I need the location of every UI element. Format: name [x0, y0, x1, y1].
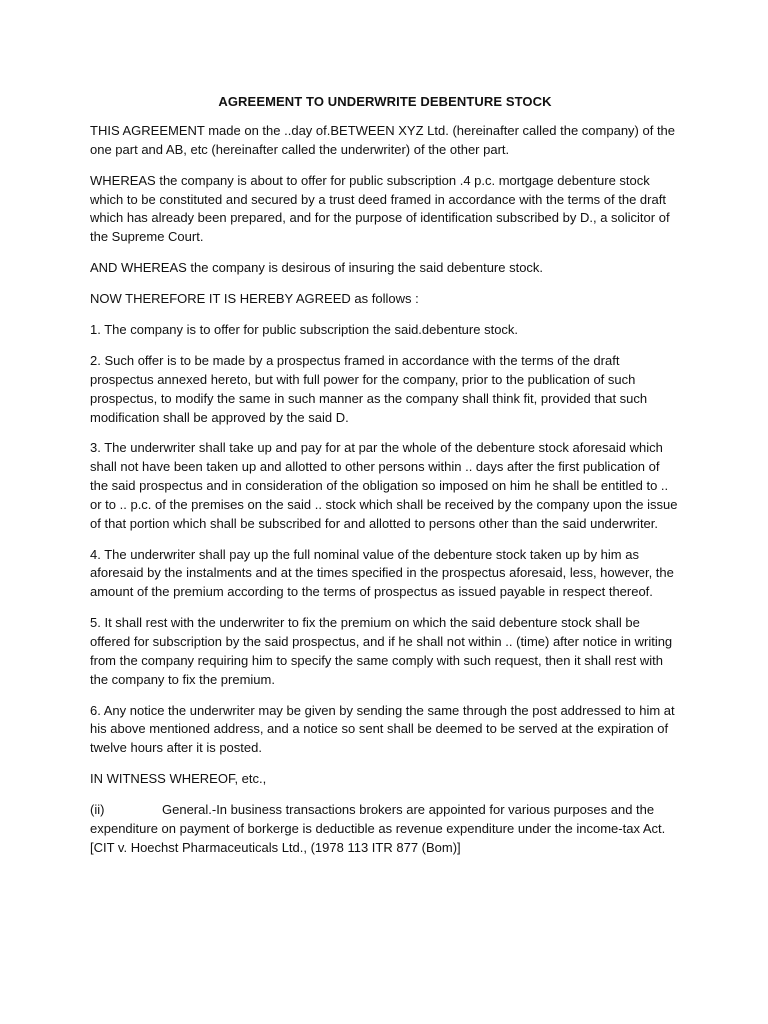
note-tag: (ii)	[90, 802, 105, 818]
clause-1: 1. The company is to offer for public subscription the said.debenture stock.	[90, 322, 519, 338]
note-paragraph	[90, 801, 680, 857]
paragraph-and-whereas: AND WHEREAS the company is desirous of insuring the said debenture stock.	[90, 260, 544, 276]
paragraph-now-therefore: NOW THEREFORE IT IS HEREBY AGREED as follows :	[90, 291, 419, 307]
document-page	[90, 92, 680, 870]
clause-5: 5. It shall rest with the underwriter to fix the premium on which the said debenture stock shall be offered for subscription by the said prospectus, and if he shall not within .. (time) after notice in writing from the company requiring him to specify the same comply with such request, then it shall rest with the company to fix the premium.	[90, 615, 673, 687]
document-title: AGREEMENT TO UNDERWRITE DEBENTURE STOCK	[218, 94, 552, 109]
clause-3: 3. The underwriter shall take up and pay for at par the whole of the debenture stock aforesaid which shall not have been taken up and allotted to other persons within .. days after the first publication of the said prospectus and in consideration of the obligation so imposed on him he shall be entitled to .. or to .. p.c. of the premises on the said .. stock which shall be received by the company upon the issue of that portion which shall be subscribed for and allotted to persons other than the said underwriter.	[90, 440, 678, 531]
paragraph-preamble: THIS AGREEMENT made on the ..day of.BETWEEN XYZ Ltd. (hereinafter called the company) of the one part and AB, etc (hereinafter called the underwriter) of the other part.	[90, 123, 676, 157]
clause-4: 4. The underwriter shall pay up the full nominal value of the debenture stock taken up by him as aforesaid by the instalments and at the times specified in the prospectus aforesaid, less, however, the amount of the premium according to the terms of prospectus as issued payable in respect thereof.	[90, 546, 674, 600]
paragraph-whereas: WHEREAS the company is about to offer for public subscription .4 p.c. mortgage debenture stock which to be constituted and secured by a trust deed framed in accordance with the terms of the draft which has already been prepared, and for the purpose of identification subscribed by D., a solicitor of the Supreme Court.	[90, 172, 670, 245]
clause-6: 6. Any notice the underwriter may be given by sending the same through the post addressed to him at his above mentioned address, and a notice so sent shall be deemed to be served at the expiration of twelve hours after it is posted.	[90, 702, 675, 756]
clause-2: 2. Such offer is to be made by a prospectus framed in accordance with the terms of the draft prospectus annexed hereto, but with full power for the company, prior to the publication of such prospectus, to modify the same in such manner as the company shall think fit, provided that such modification shall be approved by the said D.	[90, 353, 648, 425]
paragraph-in-witness: IN WITNESS WHEREOF, etc.,	[90, 771, 267, 787]
note-text: General.-In business transactions brokers are appointed for various purposes and the expenditure on payment of borkerge is deductible as revenue expenditure under the income-tax Act. [CIT v. Hoechst Pharmaceuticals Ltd., (1978 113 ITR 877 (Bom)]	[90, 802, 666, 855]
